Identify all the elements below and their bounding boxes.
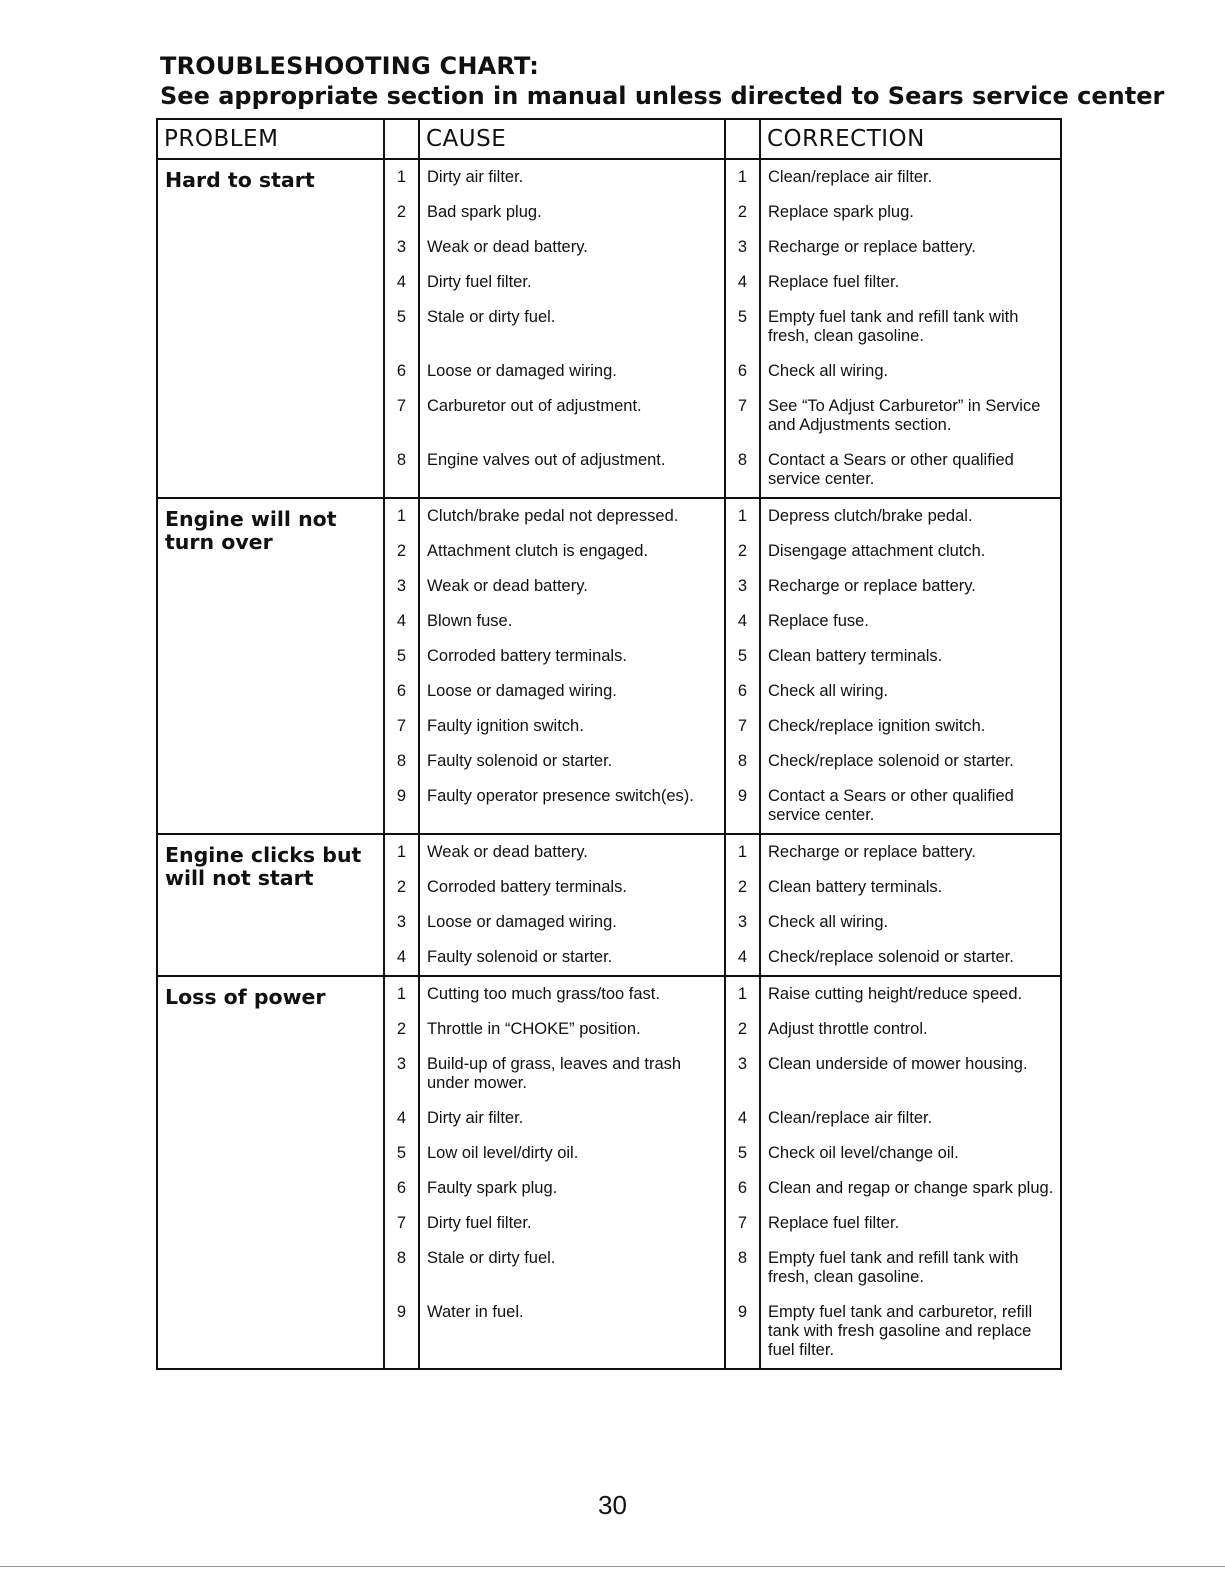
table-row xyxy=(157,976,1061,1012)
cause-cell: Build-up of grass, leaves and trash under mower. xyxy=(419,1047,725,1101)
cause-number: 2 xyxy=(384,870,419,905)
cause-cell: Loose or damaged wiring. xyxy=(419,354,725,389)
correction-number: 5 xyxy=(725,639,760,674)
cause-cell: Engine valves out of adjustment. xyxy=(419,443,725,498)
correction-number: 2 xyxy=(725,195,760,230)
cause-cell: Faulty operator presence switch(es). xyxy=(419,779,725,834)
correction-cell: Check all wiring. xyxy=(760,905,1061,940)
correction-cell: Empty fuel tank and refill tank with fresh, clean gasoline. xyxy=(760,300,1061,354)
cause-number: 4 xyxy=(384,1101,419,1136)
cause-number: 3 xyxy=(384,230,419,265)
cause-number: 8 xyxy=(384,744,419,779)
correction-cell: Disengage attachment clutch. xyxy=(760,534,1061,569)
correction-number: 3 xyxy=(725,569,760,604)
correction-cell: Adjust throttle control. xyxy=(760,1012,1061,1047)
problem-cell: Hard to start xyxy=(157,159,384,498)
cause-number: 6 xyxy=(384,354,419,389)
cause-number: 8 xyxy=(384,1241,419,1295)
correction-cell: Clean battery terminals. xyxy=(760,870,1061,905)
correction-number: 1 xyxy=(725,498,760,534)
cause-number: 5 xyxy=(384,639,419,674)
correction-number: 8 xyxy=(725,1241,760,1295)
cause-cell: Dirty fuel filter. xyxy=(419,265,725,300)
correction-number: 7 xyxy=(725,389,760,443)
correction-number: 1 xyxy=(725,834,760,870)
correction-number: 4 xyxy=(725,604,760,639)
correction-number: 1 xyxy=(725,159,760,195)
cause-number: 8 xyxy=(384,443,419,498)
header-correction: CORRECTION xyxy=(760,119,1061,159)
correction-cell: Replace fuse. xyxy=(760,604,1061,639)
correction-cell: Recharge or replace battery. xyxy=(760,230,1061,265)
correction-number: 2 xyxy=(725,870,760,905)
cause-cell: Bad spark plug. xyxy=(419,195,725,230)
cause-cell: Stale or dirty fuel. xyxy=(419,300,725,354)
correction-cell: Empty fuel tank and refill tank with fresh, clean gasoline. xyxy=(760,1241,1061,1295)
cause-number: 6 xyxy=(384,674,419,709)
correction-cell: Clean/replace air filter. xyxy=(760,159,1061,195)
correction-cell: See “To Adjust Carburetor” in Service and Adjustments section. xyxy=(760,389,1061,443)
cause-cell: Cutting too much grass/too fast. xyxy=(419,976,725,1012)
correction-number: 3 xyxy=(725,230,760,265)
cause-cell: Clutch/brake pedal not depressed. xyxy=(419,498,725,534)
cause-cell: Carburetor out of adjustment. xyxy=(419,389,725,443)
correction-cell: Recharge or replace battery. xyxy=(760,569,1061,604)
cause-cell: Corroded battery terminals. xyxy=(419,870,725,905)
cause-cell: Faulty ignition switch. xyxy=(419,709,725,744)
cause-cell: Attachment clutch is engaged. xyxy=(419,534,725,569)
table-row xyxy=(157,159,1061,195)
correction-number: 6 xyxy=(725,674,760,709)
cause-number: 3 xyxy=(384,905,419,940)
problem-cell: Engine will not turn over xyxy=(157,498,384,834)
header-cause-number xyxy=(384,119,419,159)
correction-number: 5 xyxy=(725,300,760,354)
correction-number: 3 xyxy=(725,905,760,940)
cause-number: 7 xyxy=(384,709,419,744)
correction-cell: Depress clutch/brake pedal. xyxy=(760,498,1061,534)
correction-number: 1 xyxy=(725,976,760,1012)
cause-cell: Faulty solenoid or starter. xyxy=(419,940,725,976)
correction-number: 8 xyxy=(725,744,760,779)
correction-number: 2 xyxy=(725,1012,760,1047)
correction-cell: Contact a Sears or other qualified service center. xyxy=(760,779,1061,834)
correction-cell: Check/replace ignition switch. xyxy=(760,709,1061,744)
cause-cell: Stale or dirty fuel. xyxy=(419,1241,725,1295)
table-row xyxy=(157,834,1061,870)
correction-cell: Replace fuel filter. xyxy=(760,1206,1061,1241)
cause-number: 7 xyxy=(384,389,419,443)
cause-number: 5 xyxy=(384,1136,419,1171)
problem-cell: Engine clicks but will not start xyxy=(157,834,384,976)
cause-cell: Dirty air filter. xyxy=(419,159,725,195)
header-correction-number xyxy=(725,119,760,159)
chart-subtitle: See appropriate section in manual unless directed to Sears service center xyxy=(160,82,1165,110)
cause-number: 4 xyxy=(384,265,419,300)
correction-cell: Replace spark plug. xyxy=(760,195,1061,230)
table-body xyxy=(157,159,1061,1369)
cause-number: 1 xyxy=(384,976,419,1012)
cause-cell: Dirty air filter. xyxy=(419,1101,725,1136)
correction-cell: Empty fuel tank and carburetor, refill tank with fresh gasoline and replace fuel filter. xyxy=(760,1295,1061,1369)
cause-cell: Weak or dead battery. xyxy=(419,230,725,265)
correction-cell: Replace fuel filter. xyxy=(760,265,1061,300)
cause-number: 9 xyxy=(384,1295,419,1369)
cause-number: 9 xyxy=(384,779,419,834)
correction-number: 9 xyxy=(725,1295,760,1369)
cause-cell: Throttle in “CHOKE” position. xyxy=(419,1012,725,1047)
cause-cell: Weak or dead battery. xyxy=(419,834,725,870)
cause-number: 1 xyxy=(384,159,419,195)
correction-cell: Clean/replace air filter. xyxy=(760,1101,1061,1136)
cause-cell: Loose or damaged wiring. xyxy=(419,674,725,709)
correction-number: 3 xyxy=(725,1047,760,1101)
cause-number: 4 xyxy=(384,940,419,976)
correction-cell: Check all wiring. xyxy=(760,354,1061,389)
correction-number: 4 xyxy=(725,1101,760,1136)
correction-cell: Clean and regap or change spark plug. xyxy=(760,1171,1061,1206)
cause-number: 6 xyxy=(384,1171,419,1206)
problem-cell: Loss of power xyxy=(157,976,384,1369)
correction-number: 6 xyxy=(725,1171,760,1206)
correction-cell: Recharge or replace battery. xyxy=(760,834,1061,870)
troubleshooting-table xyxy=(156,118,1062,1370)
page-number: 30 xyxy=(598,1490,627,1520)
cause-number: 4 xyxy=(384,604,419,639)
correction-number: 6 xyxy=(725,354,760,389)
correction-number: 2 xyxy=(725,534,760,569)
table-row xyxy=(157,498,1061,534)
bottom-rule xyxy=(0,1566,1225,1567)
cause-cell: Weak or dead battery. xyxy=(419,569,725,604)
cause-number: 1 xyxy=(384,498,419,534)
header-cause: CAUSE xyxy=(419,119,725,159)
correction-cell: Check/replace solenoid or starter. xyxy=(760,744,1061,779)
cause-cell: Faulty solenoid or starter. xyxy=(419,744,725,779)
correction-number: 7 xyxy=(725,709,760,744)
correction-cell: Raise cutting height/reduce speed. xyxy=(760,976,1061,1012)
correction-cell: Contact a Sears or other qualified service center. xyxy=(760,443,1061,498)
cause-number: 7 xyxy=(384,1206,419,1241)
cause-number: 2 xyxy=(384,1012,419,1047)
correction-cell: Clean underside of mower housing. xyxy=(760,1047,1061,1101)
cause-cell: Blown fuse. xyxy=(419,604,725,639)
cause-cell: Dirty fuel filter. xyxy=(419,1206,725,1241)
table-header xyxy=(157,119,1061,159)
correction-cell: Clean battery terminals. xyxy=(760,639,1061,674)
cause-number: 3 xyxy=(384,569,419,604)
cause-number: 1 xyxy=(384,834,419,870)
cause-cell: Corroded battery terminals. xyxy=(419,639,725,674)
correction-number: 8 xyxy=(725,443,760,498)
correction-cell: Check/replace solenoid or starter. xyxy=(760,940,1061,976)
correction-number: 7 xyxy=(725,1206,760,1241)
cause-number: 2 xyxy=(384,534,419,569)
header-problem: PROBLEM xyxy=(157,119,384,159)
correction-number: 4 xyxy=(725,265,760,300)
cause-number: 2 xyxy=(384,195,419,230)
cause-cell: Faulty spark plug. xyxy=(419,1171,725,1206)
cause-cell: Loose or damaged wiring. xyxy=(419,905,725,940)
correction-number: 4 xyxy=(725,940,760,976)
correction-number: 5 xyxy=(725,1136,760,1171)
cause-cell: Water in fuel. xyxy=(419,1295,725,1369)
correction-number: 9 xyxy=(725,779,760,834)
correction-cell: Check oil level/change oil. xyxy=(760,1136,1061,1171)
correction-cell: Check all wiring. xyxy=(760,674,1061,709)
cause-cell: Low oil level/dirty oil. xyxy=(419,1136,725,1171)
cause-number: 3 xyxy=(384,1047,419,1101)
chart-title: TROUBLESHOOTING CHART: xyxy=(160,52,540,80)
cause-number: 5 xyxy=(384,300,419,354)
